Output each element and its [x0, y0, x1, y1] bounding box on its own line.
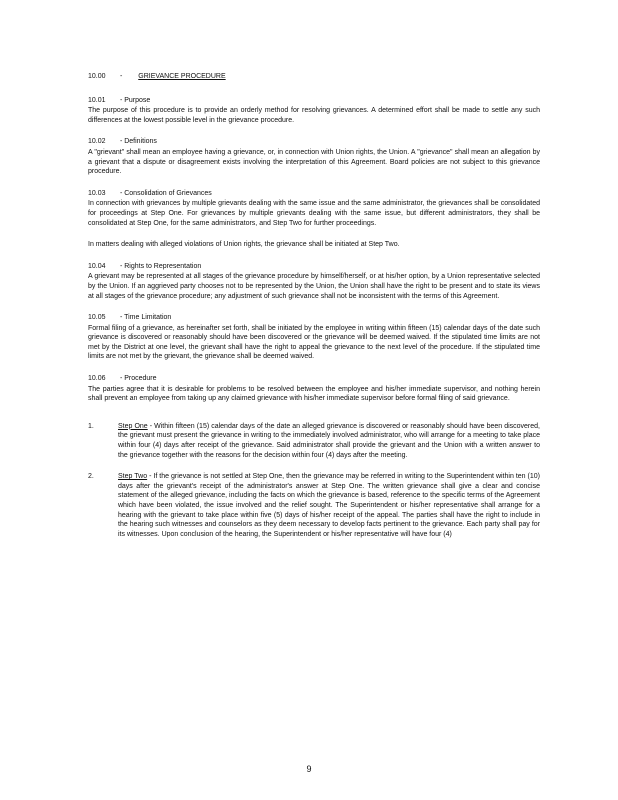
main-heading [88, 72, 540, 82]
section-representation [88, 262, 540, 301]
section-paragraph: A grievant may be represented at all stages of the grievance procedure by himself/herself, or at his/her option, by a Union representative selected by the Union. If an aggrieved party chooses not to be represented by the Union, the Union shall have the right to be present and to state its views at all stages of the grievance procedure; any adjustment of such grievance shall not be inconsistent with the terms of this Agreement. [88, 273, 540, 300]
section-heading [88, 313, 540, 323]
section-heading [88, 96, 540, 106]
section-definitions [88, 137, 540, 176]
step-label: Step One [118, 422, 148, 430]
section-title: - Time Limitation [119, 314, 172, 322]
section-number: 10.01 [88, 96, 106, 104]
section-title: - Procedure [119, 375, 157, 383]
section-number: 10.03 [88, 189, 106, 197]
section-procedure [88, 374, 540, 404]
step-item [88, 472, 540, 539]
step-number: 2. [88, 473, 94, 481]
heading-dash: - [119, 73, 123, 80]
procedure-steps [88, 422, 540, 540]
page-number: 9 [306, 764, 312, 774]
section-title: - Purpose [119, 96, 151, 104]
step-body [118, 472, 540, 539]
section-paragraph: Formal filing of a grievance, as hereinafter set forth, shall be initiated by the employee in writing within fifteen (15) calendar days of the date such grievance is discovered or reasonably should have been discovered or the grievance will be deemed waived. If the stipulated time limits are not met by the District at one level, the grievant shall have the right to appeal the grievance to the next level of the procedure. If the stipulated time limits are not met by the grievant, the grievance shall be deemed waived. [88, 324, 540, 361]
step-label: Step Two [118, 473, 148, 481]
section-heading [88, 137, 540, 147]
section-heading [88, 189, 540, 199]
step-number: 1. [88, 422, 94, 430]
section-number: 10.04 [88, 262, 106, 270]
section-title: - Definitions [119, 138, 157, 146]
section-heading [88, 374, 540, 384]
section-number: 10.06 [88, 375, 106, 383]
step-body [118, 422, 540, 460]
heading-title: GRIEVANCE PROCEDURE [138, 73, 226, 80]
section-title: - Consolidation of Grievances [119, 189, 212, 197]
section-paragraph: A "grievant" shall mean an employee having a grievance, or, in connection with Union rights, the Union. A "grievance" shall mean an allegation by a grievant that a dispute or disagreement exists involving the interpretation of this Agreement. Board policies are not subject to this grievance procedure. [88, 148, 540, 176]
section-paragraph: The purpose of this procedure is to provide an orderly method for resolving grievances. A determined effort shall be made to settle any such differences at the lowest possible level in the grievance procedure. [88, 107, 540, 124]
section-paragraph: In matters dealing with alleged violations of Union rights, the grievance shall be initiated at Step Two. [88, 241, 400, 249]
step-text: - Within fifteen (15) calendar days of the date an alleged grievance is discovered or reasonably should have been discovered, the grievant must present the grievance in writing to the immediately involved administrator, who will arrange for a meeting to take place within four (4) days after receipt of the grievance. Said administrator shall provide the grievant and the Union with a written answer to the grievance together with the reasons for the decision within four (4) days after the meeting. [118, 422, 540, 459]
section-title: - Rights to Representation [119, 262, 202, 270]
section-purpose [88, 96, 540, 126]
section-number: 10.02 [88, 138, 106, 146]
heading-number: 10.00 [88, 73, 106, 80]
section-paragraph: In connection with grievances by multiple grievants dealing with the same issue and the same administrator, the grievances shall be consolidated for proceedings at Step One. For grievances by multiple grievants dealing with the same issue, but different administrators, they shall be consolidated at Step One, for the same administrators, and Step Two for further proceedings. [88, 200, 540, 227]
document-page [88, 72, 540, 551]
section-consolidation [88, 189, 540, 250]
section-time-limitation [88, 313, 540, 362]
step-text: - If the grievance is not settled at Step One, then the grievance may be referred in writing to the Superintendent within ten (10) days after the grievant's receipt of the administrator's answer at Step One. The written grievance shall give a clear and concise statement of the alleged grievance, including the facts on which the grievance is based, reference to the specific terms of the Agreement which have been violated, the issue involved and the relief sought. The Superintendent or his/her representative shall arrange for a hearing with the grievant to take place within five (5) days of his/her receipt of the appeal. The parties shall have the right to include in the hearing such witnesses and counselors as they deem necessary to develop facts pertinent to the grievance. Each party shall pay for its witnesses. Upon conclusion of the hearing, the Superintendent or his/her representative will have four (4) [118, 473, 540, 538]
step-item [88, 422, 540, 460]
section-number: 10.05 [88, 314, 106, 322]
section-paragraph: The parties agree that it is desirable for problems to be resolved between the employee and his/her immediate supervisor, and nothing herein shall prevent an employee from taking up any claimed grievance with his/her immediate supervisor before formal filing of said grievance. [88, 385, 540, 403]
section-heading [88, 262, 540, 272]
